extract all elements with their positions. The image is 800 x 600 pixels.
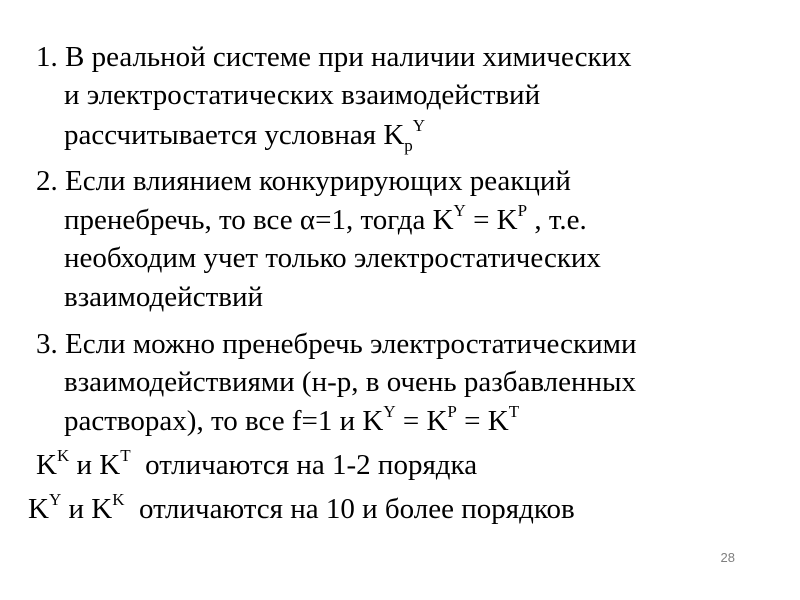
item-1-line-1: 1. В реальной системе при наличии химических: [36, 41, 632, 73]
item-1-line-2: и электростатических взаимодействий: [64, 79, 541, 111]
item-2-line-4: взаимодействий: [64, 281, 263, 313]
item-3-line-3-sup-3: T: [508, 402, 520, 421]
note-2-k1: K: [28, 493, 49, 525]
item-2-line-1: 2. Если влиянием конкурирующих реакций: [36, 165, 571, 197]
item-3-line-1: 3. Если можно пренебречь электростатическими: [36, 328, 637, 360]
item-1-line-3: [64, 116, 426, 155]
item-3-line-3-c: = K: [456, 405, 509, 437]
note-1-k1: K: [36, 449, 57, 481]
item-3-line-3-sup-1: Y: [383, 402, 396, 421]
note-1-rest: отличаются на 1-2 порядка: [130, 449, 478, 481]
item-2-line-2-a: пренебречь, то все α=1, тогда K: [64, 204, 454, 236]
item-2-line-2: [64, 203, 587, 237]
note-1-mid: и K: [69, 449, 121, 481]
item-2-line-3: необходим учет только электростатических: [64, 242, 601, 274]
page-number: 28: [720, 550, 735, 565]
note-2-k2-sup: K: [112, 490, 125, 509]
item-3-line-3-sup-2: P: [447, 402, 457, 421]
note-1: [36, 448, 477, 482]
note-2-k1-sup: Y: [48, 490, 62, 509]
item-2-line-2-sup-1: Y: [453, 201, 466, 220]
item-1-line-3-text: рассчитывается условная K: [64, 119, 405, 151]
item-2-line-2-c: , т.е.: [527, 204, 587, 236]
note-2-mid: и K: [61, 493, 113, 525]
note-1-k1-sup: K: [56, 446, 70, 465]
note-1-k2-sup: T: [120, 446, 131, 465]
item-3-line-3-a: растворах), то все f=1 и K: [64, 405, 384, 437]
note-2-rest: отличаются на 10 и более порядков: [124, 493, 575, 525]
item-3-line-2: взаимодействиями (н-р, в очень разбавленных: [64, 366, 637, 398]
item-3-line-3-b: = K: [395, 405, 448, 437]
note-2: [28, 492, 575, 526]
item-1-line-3-sup: Y: [412, 116, 426, 135]
item-3-line-3: [64, 404, 519, 438]
item-2-line-2-b: = K: [465, 204, 518, 236]
item-2-line-2-sup-2: P: [517, 201, 528, 220]
item-1-line-3-sub: p: [404, 136, 413, 155]
